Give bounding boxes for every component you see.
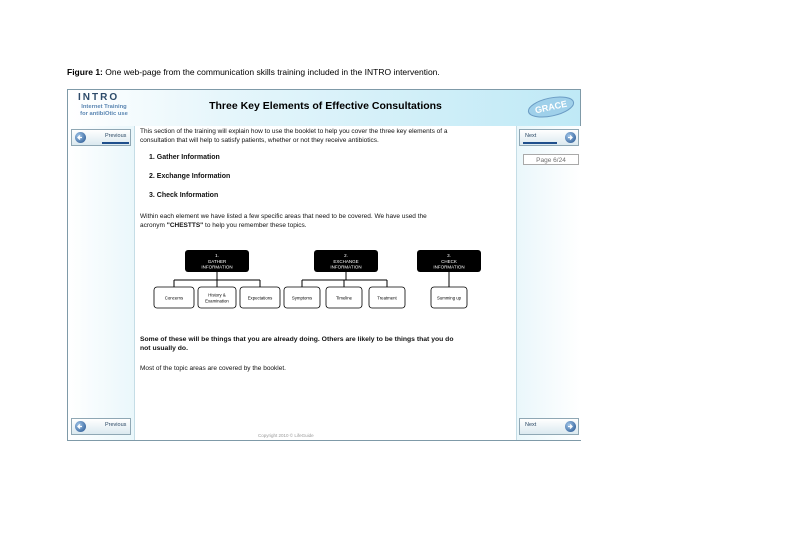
chestts-acronym: "CHESTTS" [166, 222, 204, 229]
previous-button-bottom[interactable] [71, 418, 131, 435]
check-line1: CHECK [441, 259, 457, 264]
training-page-frame [67, 89, 581, 441]
symptoms-label: Symptoms [291, 295, 313, 301]
exchange-line2: INFORMATION [330, 264, 362, 270]
arrow-left-icon [75, 421, 86, 432]
intro-logo-subtitle [71, 104, 137, 118]
copyright-text: Copyright 2010 © LifeGuide [258, 433, 314, 438]
examination-label: Examination [205, 298, 229, 304]
caption-label: Figure 1: [67, 67, 103, 77]
previous-label: Previous [105, 422, 127, 428]
booklet-note: Most of the topic areas are covered by the booklet. [140, 365, 286, 372]
grace-logo [526, 96, 576, 118]
intro-paragraph [140, 127, 447, 145]
page-indicator: Page 6/24 [523, 154, 579, 165]
timeline-label: Timeline [335, 295, 353, 301]
expectations-label: Expectations [247, 295, 273, 301]
left-nav-column [68, 126, 135, 440]
next-button-top[interactable] [519, 129, 579, 146]
bold-paragraph [140, 335, 453, 353]
page-header [68, 90, 580, 126]
bold-line-1: Some of these will be things that you are already doing. Others are likely to be things that you do [140, 336, 454, 343]
summing-up-label: Summing up [436, 295, 462, 301]
logo-subtitle-line1: Internet Training [81, 104, 127, 110]
arrow-right-icon [565, 421, 576, 432]
check-line2: INFORMATION [433, 264, 465, 270]
previous-label: Previous [105, 133, 127, 139]
caption-text: One web-page from the communication skills training included in the INTRO intervention. [102, 67, 440, 77]
right-nav-column [516, 126, 581, 440]
previous-button-top[interactable] [71, 129, 131, 146]
treatment-label: Treatment [377, 295, 397, 301]
within-line-1: Within each element we have listed a few specific areas that need to be covered. We have used the [140, 213, 427, 220]
list-item-check: 3. Check Information [149, 192, 219, 199]
intro-logo-title: INTRO [78, 92, 120, 103]
chestts-diagram [148, 250, 488, 312]
history-box [198, 287, 236, 308]
list-item-exchange: 2. Exchange Information [149, 173, 231, 180]
gather-number: 1. [215, 253, 219, 258]
exchange-number: 2. [344, 253, 348, 258]
exchange-line1: EXCHANGE [333, 259, 359, 264]
gather-line1: GATHER [207, 259, 227, 264]
intro-line-2: consultation that will help to satisfy patients, whether or not they receive antibiotics. [140, 137, 379, 144]
within-paragraph [140, 212, 427, 230]
check-number: 3. [447, 253, 451, 258]
intro-line-1: This section of the training will explain how to use the booklet to help you cover the three key elements of a [140, 128, 448, 135]
history-label: History & [208, 292, 226, 298]
arrow-right-icon [565, 132, 576, 143]
concerns-label: Concerns [164, 295, 184, 301]
list-item-gather: 1. Gather Information [149, 154, 220, 161]
gather-line2: INFORMATION [201, 264, 233, 270]
next-label: Next [525, 422, 537, 428]
page-title: Three Key Elements of Effective Consultations [209, 100, 442, 112]
group-exchange [284, 250, 405, 308]
arrow-left-icon [75, 132, 86, 143]
figure-caption [67, 67, 440, 77]
next-label: Next [525, 133, 537, 139]
next-button-bottom[interactable] [519, 418, 579, 435]
within-line-2: acronym "CHESTTS" to help you remember these topics. [140, 222, 307, 229]
grace-logo-text: GRACE [534, 98, 568, 116]
bold-line-2: not usually do. [140, 345, 188, 352]
logo-subtitle-line2: for antibiOtic use [80, 111, 128, 117]
